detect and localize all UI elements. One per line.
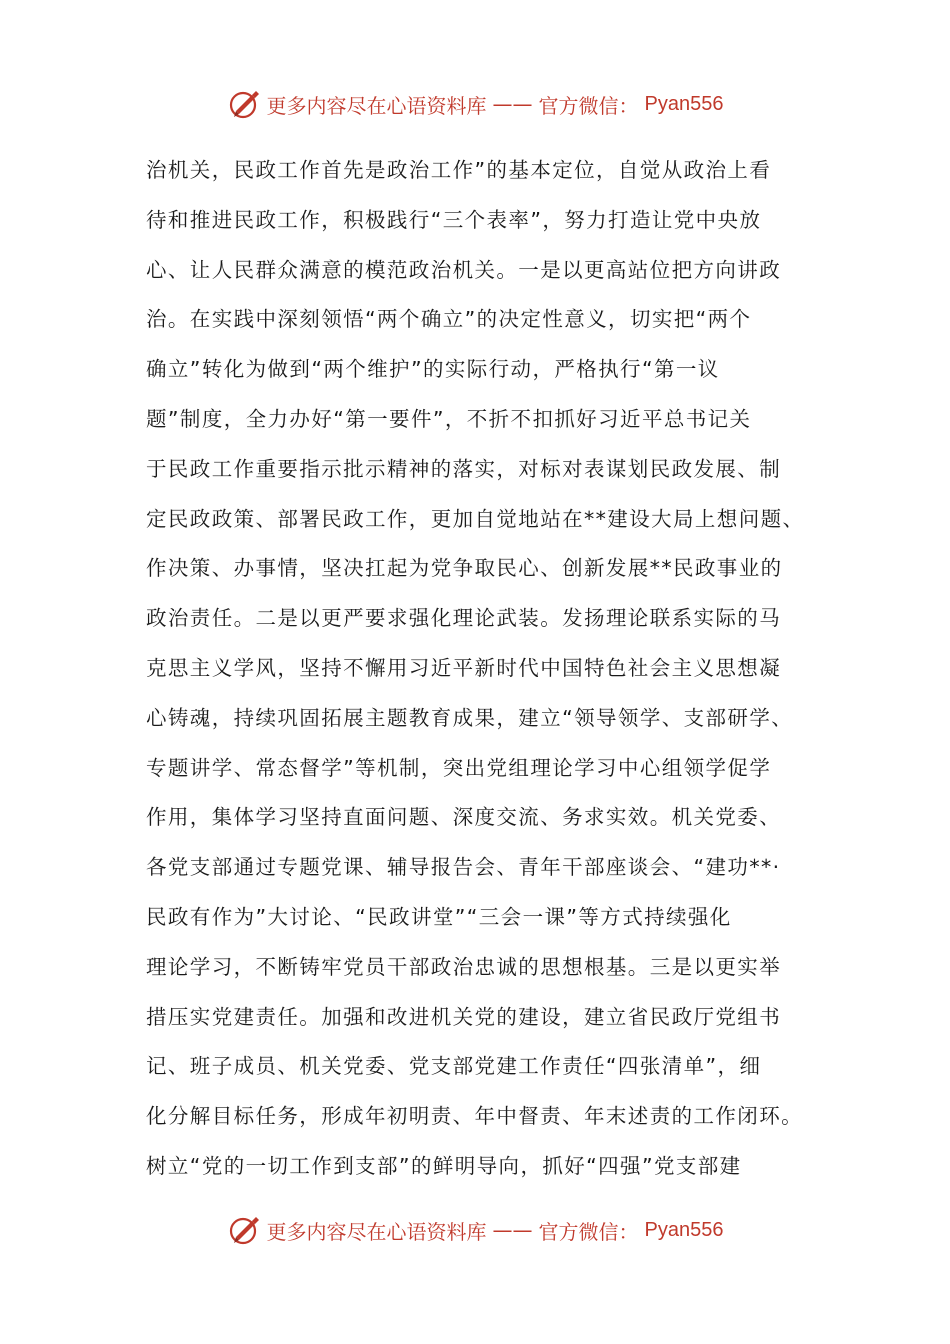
body-line: 治机关，民政工作首先是政治工作”的基本定位，自觉从政治上看 (146, 158, 772, 182)
body-line: 化分解目标任务，形成年初明责、年中督责、年末述责的工作闭环。 (146, 1104, 803, 1129)
footer-wechat-id: Pyan556 (644, 1218, 724, 1241)
header-separator: —— (492, 92, 533, 116)
body-line: 心铸魂，持续巩固拓展主题教育成果，建立“领导领学、支部研学、 (146, 705, 794, 730)
body-line: 作用，集体学习坚持直面问题、深度交流、务求实效。机关党委、 (146, 805, 782, 830)
body-line: 克思主义学风，坚持不懈用习近平新时代中国特色社会主义思想凝 (146, 655, 782, 680)
body-line: 记、班子成员、机关党委、党支部党建工作责任“四张清单”，细 (146, 1054, 762, 1079)
header-banner-inner (227, 87, 724, 121)
body-line: 作决策、办事情，坚决扛起为党争取民心、创新发展**民政事业的 (146, 556, 783, 581)
body-line: 心、让人民群众满意的模范政治机关。一是以更高站位把方向讲政 (146, 257, 782, 282)
body-line: 政治责任。二是以更严要求强化理论武装。发扬理论联系实际的马 (146, 606, 782, 631)
header-site-text: 更多内容尽在心语资料库 (266, 93, 487, 118)
footer-separator: —— (492, 1218, 533, 1242)
pen-writing-icon (227, 87, 261, 121)
body-line: 于民政工作重要指示批示精神的落实，对标对表谋划民政发展、制 (146, 456, 782, 481)
footer-banner-inner (227, 1213, 724, 1247)
body-line: 各党支部通过专题党课、辅导报告会、青年干部座谈会、“建功**· (146, 855, 781, 880)
header-wechat-id: Pyan556 (644, 92, 724, 115)
body-line: 措压实党建责任。加强和改进机关党的建设，建立省民政厅党组书 (146, 1004, 782, 1029)
header-wechat-label: 官方微信： (538, 93, 639, 118)
header-banner (0, 84, 950, 124)
body-line: 定民政政策、部署民政工作，更加自觉地站在**建设大局上想问题、 (146, 506, 805, 531)
body-line: 树立“党的一切工作到支部”的鲜明导向，抓好“四强”党支部建 (146, 1153, 742, 1178)
footer-wechat-label: 官方微信： (538, 1219, 639, 1244)
body-line: 待和推进民政工作，积极践行“三个表率”，努力打造让党中央放 (146, 207, 762, 232)
document-body (146, 146, 826, 1192)
pen-writing-icon (227, 1213, 261, 1247)
footer-site-text: 更多内容尽在心语资料库 (266, 1219, 487, 1244)
body-line: 确立”转化为做到“两个维护”的实际行动，严格执行“第一议 (146, 357, 720, 382)
body-line: 专题讲学、常态督学”等机制，突出党组理论学习中心组领学促学 (146, 755, 772, 780)
body-line: 题”制度，全力办好“第一要件”，不折不扣抓好习近平总书记关 (146, 406, 752, 431)
body-line: 民政有作为”大讨论、“民政讲堂”“三会一课”等方式持续强化 (146, 904, 732, 929)
body-line: 理论学习，不断铸牢党员干部政治忠诚的思想根基。三是以更实举 (146, 954, 782, 979)
footer-banner (0, 1210, 950, 1250)
body-line: 治。在实践中深刻领悟“两个确立”的决定性意义，切实把“两个 (146, 307, 752, 332)
